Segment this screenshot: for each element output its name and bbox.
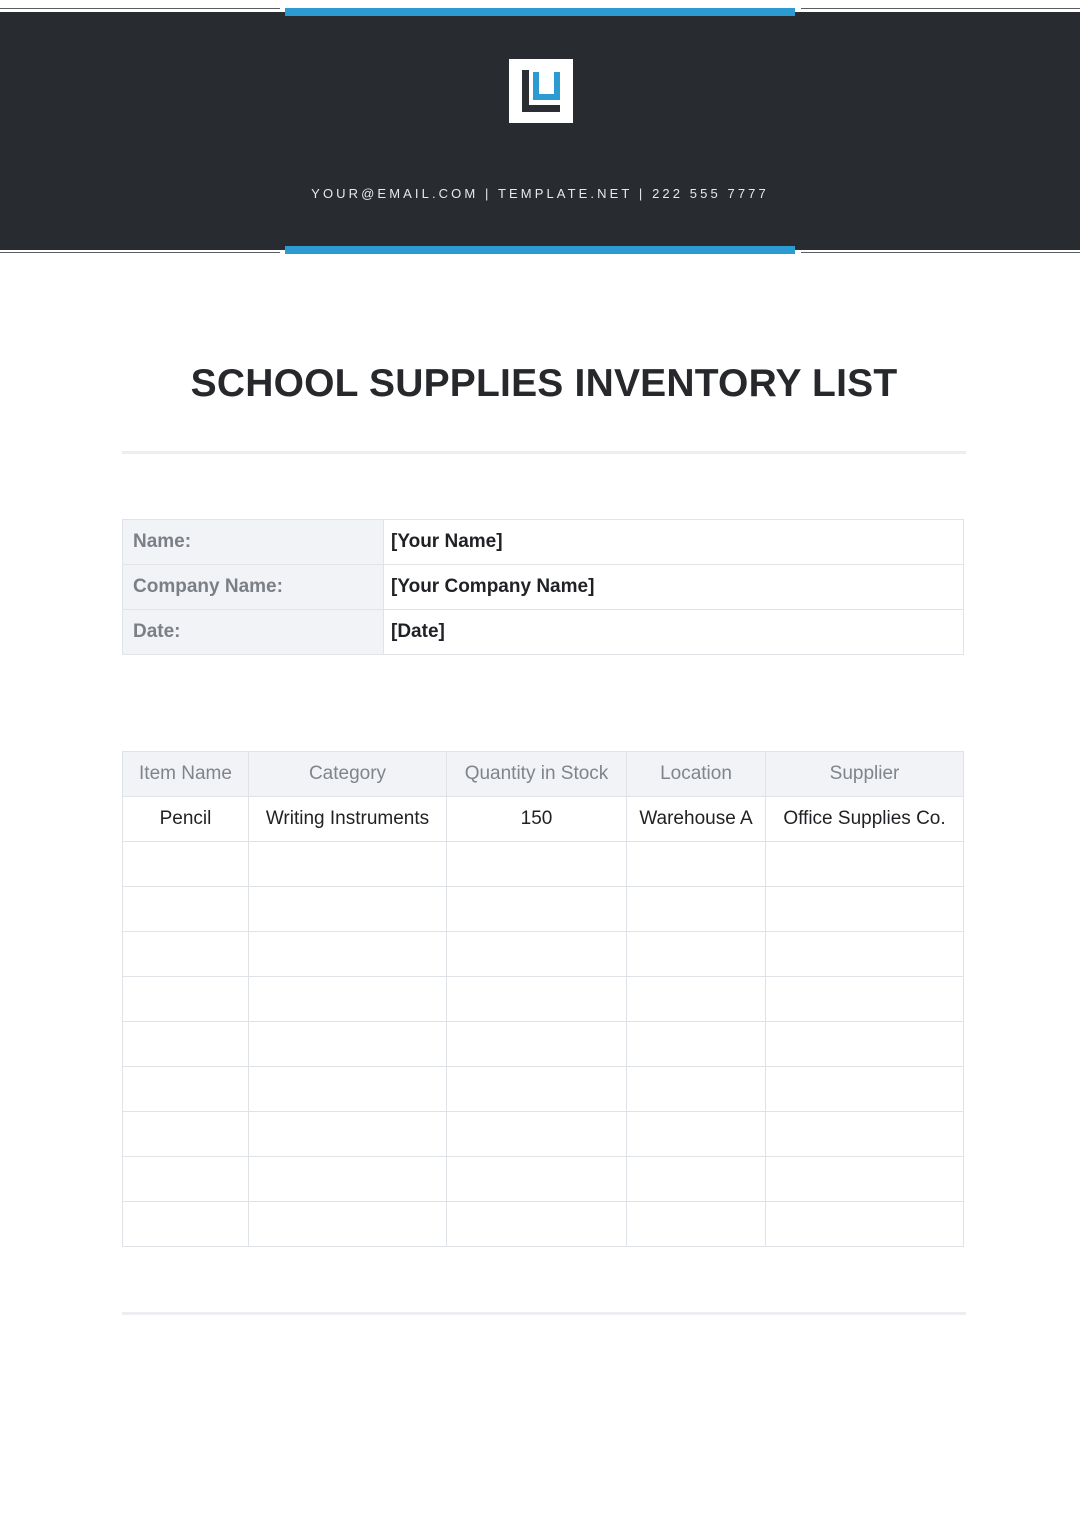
title-divider xyxy=(122,451,966,454)
table-cell xyxy=(123,1112,249,1157)
table-row xyxy=(123,887,964,932)
table-cell xyxy=(447,1067,627,1112)
table-cell: Pencil xyxy=(123,797,249,842)
contact-info: YOUR@EMAIL.COM | TEMPLATE.NET | 222 555 7777 xyxy=(311,186,769,201)
top-rule-right xyxy=(801,8,1080,9)
table-row xyxy=(123,842,964,887)
table-cell xyxy=(123,1202,249,1247)
footer-divider xyxy=(122,1312,966,1315)
table-header-row xyxy=(123,752,964,797)
table-cell xyxy=(249,977,447,1022)
table-cell xyxy=(249,842,447,887)
inventory-table xyxy=(122,751,964,1247)
table-cell: Warehouse A xyxy=(627,797,766,842)
table-cell xyxy=(627,1157,766,1202)
info-row-company xyxy=(123,565,964,610)
top-rule-left xyxy=(0,8,280,9)
table-cell xyxy=(766,1202,964,1247)
table-row xyxy=(123,1202,964,1247)
table-cell xyxy=(766,977,964,1022)
accent-bar-bottom xyxy=(285,246,795,254)
table-cell xyxy=(766,932,964,977)
table-cell: 150 xyxy=(447,797,627,842)
column-header-category: Category xyxy=(249,752,447,797)
table-cell xyxy=(627,932,766,977)
info-row-name xyxy=(123,520,964,565)
table-cell xyxy=(447,1202,627,1247)
table-row xyxy=(123,932,964,977)
info-label: Company Name: xyxy=(123,565,384,610)
table-cell xyxy=(249,887,447,932)
table-cell: Writing Instruments xyxy=(249,797,447,842)
table-cell xyxy=(447,842,627,887)
table-cell xyxy=(627,842,766,887)
bottom-rule-left xyxy=(0,252,280,253)
info-table xyxy=(122,519,964,655)
table-cell xyxy=(627,1202,766,1247)
table-cell xyxy=(766,1112,964,1157)
bottom-rule-right xyxy=(801,252,1080,253)
accent-bar-top xyxy=(285,8,795,16)
table-cell xyxy=(627,887,766,932)
table-row xyxy=(123,797,964,842)
info-value: [Your Company Name] xyxy=(384,565,964,610)
table-cell xyxy=(447,887,627,932)
table-cell xyxy=(447,1022,627,1067)
table-cell xyxy=(123,932,249,977)
table-cell xyxy=(627,1022,766,1067)
table-row xyxy=(123,1112,964,1157)
column-header-quantity: Quantity in Stock xyxy=(447,752,627,797)
table-cell xyxy=(249,1112,447,1157)
table-cell xyxy=(123,842,249,887)
table-row xyxy=(123,977,964,1022)
table-cell xyxy=(447,932,627,977)
column-header-supplier: Supplier xyxy=(766,752,964,797)
table-cell xyxy=(123,977,249,1022)
table-cell xyxy=(123,1067,249,1112)
document-title: SCHOOL SUPPLIES INVENTORY LIST xyxy=(190,362,898,405)
table-row xyxy=(123,1067,964,1112)
table-row xyxy=(123,1022,964,1067)
table-cell xyxy=(249,1202,447,1247)
table-cell xyxy=(447,1157,627,1202)
table-cell xyxy=(627,977,766,1022)
info-label: Name: xyxy=(123,520,384,565)
info-value: [Your Name] xyxy=(384,520,964,565)
table-cell xyxy=(627,1067,766,1112)
table-cell xyxy=(766,1022,964,1067)
table-cell xyxy=(123,887,249,932)
table-cell xyxy=(766,1157,964,1202)
table-cell xyxy=(123,1022,249,1067)
table-cell xyxy=(249,1022,447,1067)
table-cell xyxy=(766,887,964,932)
table-cell xyxy=(249,1067,447,1112)
table-row xyxy=(123,1157,964,1202)
info-row-date xyxy=(123,610,964,655)
table-cell xyxy=(447,1112,627,1157)
column-header-location: Location xyxy=(627,752,766,797)
table-cell xyxy=(123,1157,249,1202)
table-cell xyxy=(627,1112,766,1157)
table-cell xyxy=(766,842,964,887)
table-cell xyxy=(249,1157,447,1202)
table-cell xyxy=(249,932,447,977)
header-band xyxy=(0,12,1080,250)
info-label: Date: xyxy=(123,610,384,655)
table-cell xyxy=(447,977,627,1022)
company-logo xyxy=(509,59,573,123)
table-cell: Office Supplies Co. xyxy=(766,797,964,842)
table-cell xyxy=(766,1067,964,1112)
bracket-logo-icon xyxy=(509,59,573,123)
column-header-item-name: Item Name xyxy=(123,752,249,797)
info-value: [Date] xyxy=(384,610,964,655)
